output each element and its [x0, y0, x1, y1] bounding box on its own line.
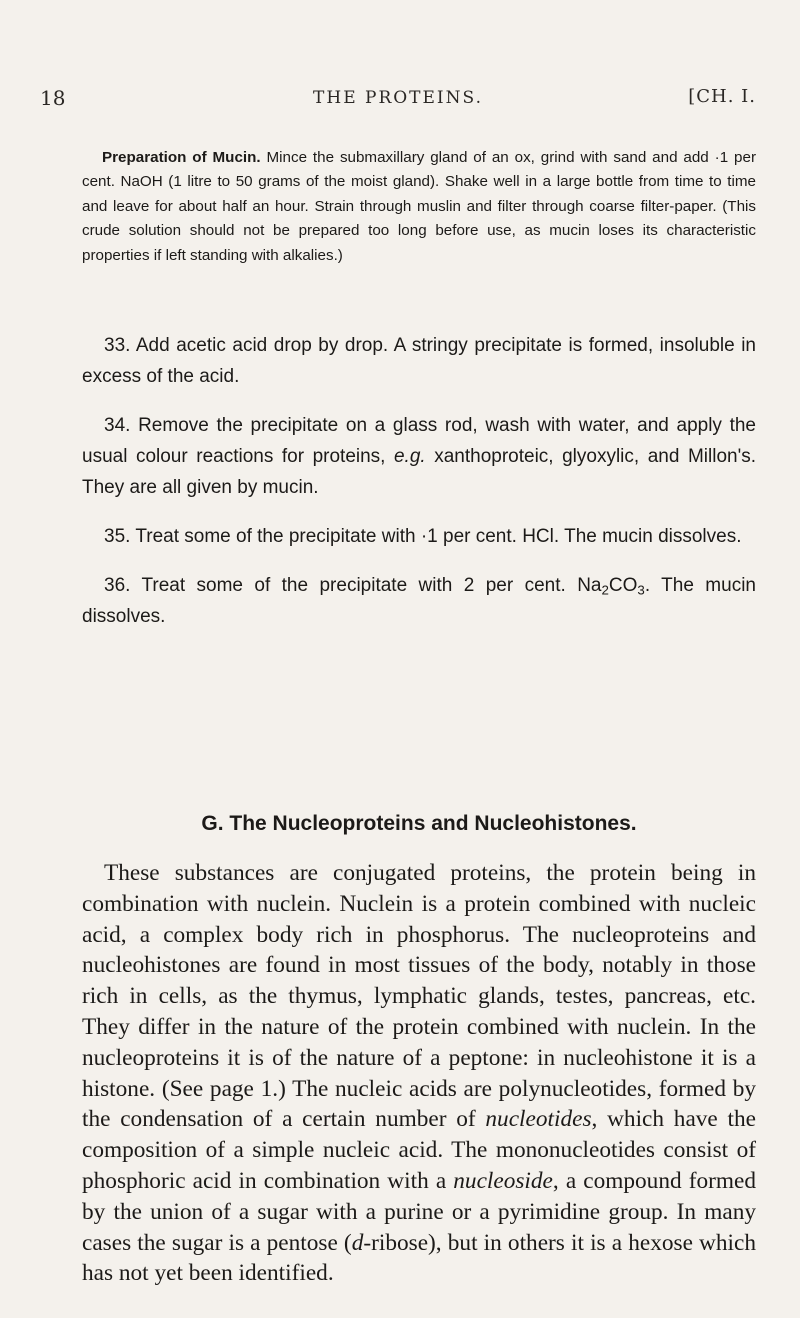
step-33: [82, 330, 756, 392]
section-heading: G. The Nucleoproteins and Nucleohistones.: [201, 812, 637, 835]
mucin-preparation: [82, 146, 756, 268]
term-d: d: [351, 1229, 364, 1256]
step-36-text-a: 36. Treat some of the precipitate with 2 per cent. Na: [104, 575, 602, 596]
body-text-2: , which have the composition of a simple nucleic acid. The mononucleotides consist of phosphoric acid in combination with a: [82, 1106, 756, 1194]
term-nucleoside: nucleoside: [453, 1167, 553, 1194]
term-nucleotides: nucleotides: [485, 1106, 592, 1133]
step-35-text: 35. Treat some of the precipitate with ·1 per cent. HCl. The mucin dissolves.: [104, 526, 742, 547]
body-text-4: -ribose), but in others it is a hexose which has not yet been identified.: [82, 1229, 756, 1287]
step-36-text-mid: CO: [608, 575, 638, 596]
step-34: [82, 410, 756, 503]
step-36-text-b: . The mucin dissolves.: [82, 575, 756, 627]
section-body: [82, 858, 756, 1289]
page-number: 18: [40, 86, 66, 110]
mucin-text: Mince the submaxillary gland of an ox, grind with sand and add ·1 per cent. NaOH (1 litre to 50 grams of the moist gland). Shake well in a large bottle from time to time and leave for about half an hour. Strain through muslin and filter through coarse filter-paper. (This crude solution should not be prepared too long before use, as mucin loses its characteristic properties if left standing with alkalies.): [82, 149, 756, 264]
step-34-text-b: xanthoproteic, glyoxylic, and Millon's. They are all given by mucin.: [82, 446, 756, 498]
running-title: THE PROTEINS.: [313, 88, 483, 108]
step-36-sub-2: 3: [637, 582, 645, 598]
step-33-text: 33. Add acetic acid drop by drop. A stringy precipitate is formed, insoluble in excess of the acid.: [82, 335, 756, 387]
body-text-3: , a compound formed by the union of a sugar with a purine or a pyrimidine group. In many cases the sugar is a pentose (: [82, 1167, 756, 1256]
step-34-text-a: 34. Remove the precipitate on a glass rod, wash with water, and apply the usual colour reactions for proteins,: [82, 415, 756, 467]
step-36: [82, 570, 756, 632]
step-36-sub-1: 2: [601, 582, 609, 598]
running-header: [40, 86, 756, 112]
chapter-label: [CH. I.: [688, 86, 756, 107]
mucin-heading: Preparation of Mucin.: [102, 149, 261, 166]
step-34-eg: e.g.: [393, 446, 426, 467]
body-text-1: These substances are conjugated proteins, the protein being in combination with nuclein. Nuclein is a protein combined with nucleic acid, a complex body rich in phosphorus. The nucleoproteins and nucleohistones are found in most tissues of the body, notably in those rich in cells, as the thymus, lymphatic glands, testes, pancreas, etc. They differ in the nature of the protein combined with nuclein. In the nucleoproteins it is of the nature of a peptone: in nucleohistone it is a histone. (See page 1.) The nucleic acids are polynucleotides, formed by the condensation of a certain number of: [82, 860, 756, 1133]
step-35: [82, 521, 756, 552]
experiment-steps: [82, 330, 756, 650]
